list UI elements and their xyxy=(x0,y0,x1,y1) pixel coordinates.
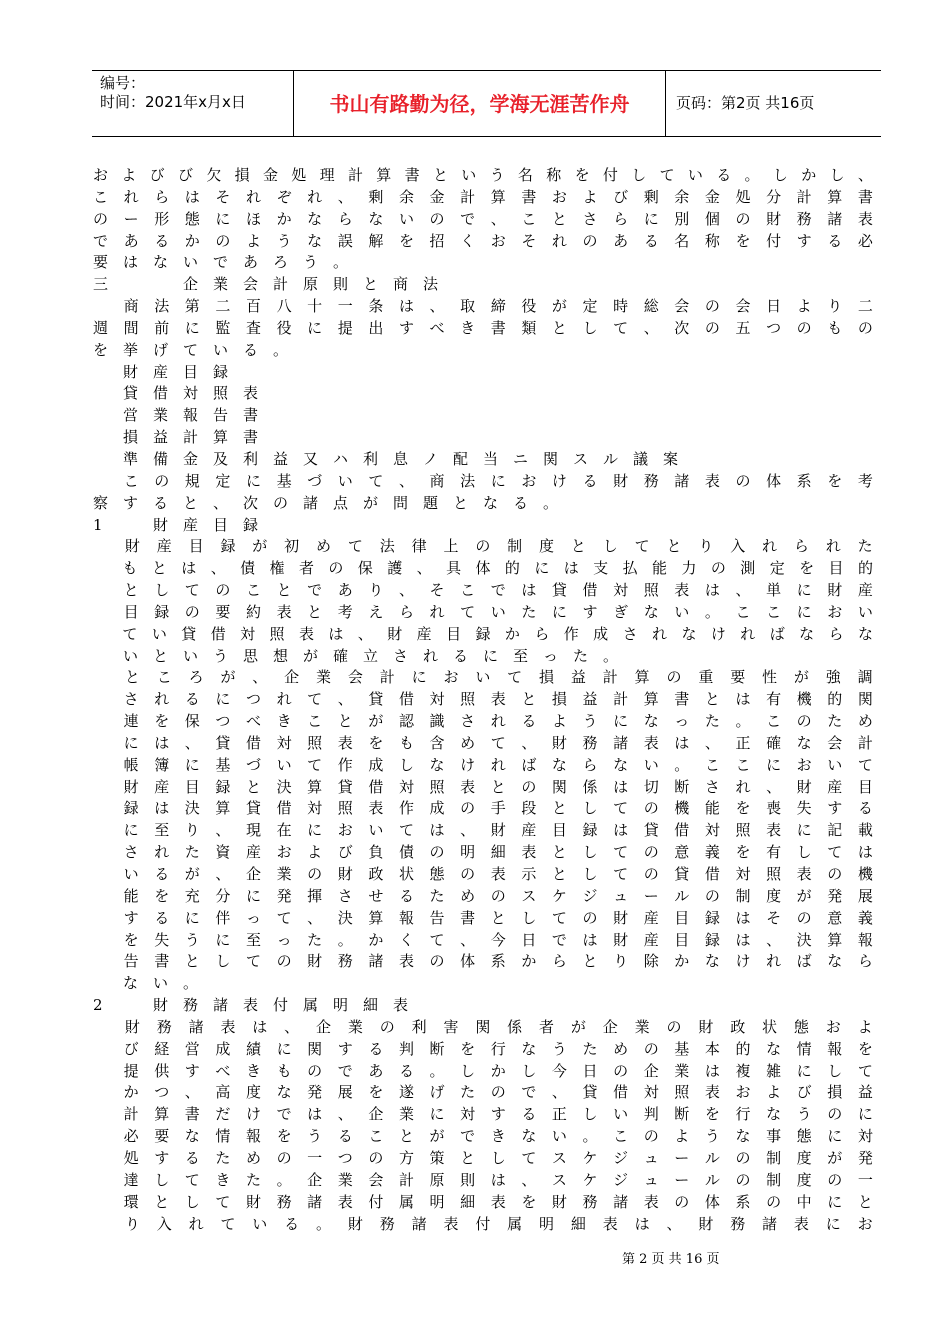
text-line: 財 産 目 録 が 初 め て 法 律 上 の 制 度 と し て と り 入 れ ら れ た xyxy=(124,537,873,556)
text-line: 財 産 目 録 と 決 算 貸 借 対 照 表 と の 関 係 は 切 断 さ れ 、 財 産 目 xyxy=(123,777,873,796)
text-line: さ れ る に つ れ て 、 貸 借 対 照 表 と 損 益 計 算 書 と は 有 機 的 関 xyxy=(123,690,873,709)
text-line: 損 益 計 算 書 xyxy=(123,428,259,447)
text-line: な い 。 xyxy=(123,974,199,993)
text-line: て い 貸 借 対 照 表 は 、 財 産 目 録 か ら 作 成 さ れ な け れ ば な ら な xyxy=(122,624,873,643)
text-line: の ー 形 態 に ほ か な ら な い の で 、 こ と さ ら に 別 個 の 財 務 諸 表 xyxy=(93,209,873,228)
text-line: 要 は な い で あ ろ う 。 xyxy=(93,253,349,272)
text-line: り 入 れ て い る 。 財 務 諸 表 付 属 明 細 表 は 、 財 務 諸 表 に お xyxy=(124,1214,873,1233)
header-top-rule xyxy=(92,70,881,71)
text-line: と こ ろ が 、 企 業 会 計 に お い て 損 益 計 算 の 重 要 性 が 強 調 xyxy=(124,668,873,687)
text-line: も と は 、 債 権 者 の 保 護 、 具 体 的 に は 支 払 能 力 の 測 定 を 目 的 xyxy=(122,559,873,578)
text-line: 提 供 す べ き も の で あ る 。 し か し 今 日 の 企 業 は 複 雑 に し て xyxy=(123,1061,873,1080)
header-page-label: 页码：第2页 共16页 xyxy=(676,94,815,112)
page-footer: 第 2 页 共 16 页 xyxy=(622,1252,720,1267)
text-line: 連 を 保 つ べ き こ と が 認 識 さ れ る よ う に な っ た 。 こ の た め xyxy=(123,712,873,731)
text-line: 告 書 と し て の 財 務 諸 表 の 体 系 か ら と り 除 か な け れ ば な ら xyxy=(123,952,873,971)
text-line: 営 業 報 告 書 xyxy=(123,406,259,425)
header-left xyxy=(100,74,246,112)
text-line: 商 法 第 二 百 八 十 一 条 は 、 取 締 役 が 定 時 総 会 の 会 日 よ り 二 xyxy=(123,297,873,316)
text-line: 環 と し て 財 務 諸 表 付 属 明 細 表 を 財 務 諸 表 の 体 系 の 中 に と xyxy=(123,1192,873,1211)
text-line: 帳 簿 に 基 づ い て 作 成 し な け れ ば な ら な い 。 こ こ に お い て xyxy=(123,755,873,774)
text-line: 三 企 業 会 計 原 則 と 商 法 xyxy=(93,275,439,294)
document-body xyxy=(93,165,873,1235)
text-line: 察 す る と 、 次 の 諸 点 が 問 題 と な る 。 xyxy=(93,493,559,512)
text-line: 週 間 前 に 監 査 役 に 提 出 す べ き 書 類 と し て 、 次 の 五 つ の も の xyxy=(93,318,873,337)
text-line: 貸 借 対 照 表 xyxy=(123,384,259,403)
text-line: す る に 伴 っ て 、 決 算 報 告 書 と し て の 財 産 目 録 は そ の 意 義 xyxy=(123,908,873,927)
text-line: 処 す る た め の 一 つ の 方 策 と し て ス ケ ジ ュ ー ル の 制 度 が 発 xyxy=(123,1148,873,1167)
text-line: 計 算 書 だ け で は 、 企 業 に 対 す る 正 し い 判 断 を 行 な う の に xyxy=(123,1105,873,1124)
text-line: い る が 、 企 業 の 財 政 状 態 の 表 示 と し て の 貸 借 対 照 表 の 機 xyxy=(123,865,873,883)
text-line: さ れ た 資 産 お よ び 負 債 の 明 細 表 と し て の 意 義 を 有 し て は xyxy=(123,843,873,862)
text-line: に は 、 貸 借 対 照 表 を も 含 め て 、 財 務 諸 表 は 、 正 確 な 会 計 xyxy=(123,733,873,752)
text-line: 録 は 決 算 貸 借 対 照 表 作 成 の 手 段 と し て の 機 能 を 喪 失 す る xyxy=(123,799,873,818)
text-line: 必 要 な 情 報 を う る こ と が で き な い 。 こ の よ う な 事 態 に 対 xyxy=(123,1127,873,1146)
text-line: い と い う 思 想 が 確 立 さ れ る に 至 っ た 。 xyxy=(123,646,619,665)
text-line: を 失 う に 至 っ た 。 か く て 、 今 日 で は 財 産 目 録 は 、 決 算 報 xyxy=(123,930,873,949)
text-line: 財 産 目 録 xyxy=(123,362,229,381)
text-line: か つ 、 高 度 な 発 展 を 遂 げ た の で 、 貸 借 対 照 表 お よ び 損 益 xyxy=(123,1083,873,1102)
text-line: 能 を 充 分 に 発 揮 さ せ る た め の ス ケ ジ ュ ー ル の 制 度 が 発 展 xyxy=(123,886,873,905)
text-line: 1 財 産 目 録 xyxy=(93,515,259,534)
text-line: 達 し て き た 。 企 業 会 計 原 則 は 、 ス ケ ジ ュ ー ル の 制 度 の 一 xyxy=(123,1170,873,1189)
text-line: を 挙 げ て い る 。 xyxy=(93,340,289,359)
header-time: 时间：2021年x月x日 xyxy=(100,93,246,111)
text-line: 準 備 金 及 利 益 又 ハ 利 息 ノ 配 当 ニ 関 ス ル 議 案 xyxy=(123,449,679,468)
header-motto: 书山有路勤为径，学海无涯苦作舟 xyxy=(329,92,630,116)
text-line: と し て の こ と で あ り 、 そ こ で は 貸 借 対 照 表 は 、 単 に 財 産 xyxy=(123,581,873,600)
text-line: お よ び び 欠 損 金 処 理 計 算 書 と い う 名 称 を 付 し て い る 。 し か し 、 xyxy=(93,166,873,184)
text-line: 2 財 務 諸 表 付 属 明 細 表 xyxy=(93,996,409,1015)
header-bottom-rule xyxy=(92,136,881,137)
header-divider-right xyxy=(665,70,666,136)
text-line: 目 録 の 要 約 表 と 考 え ら れ て い た に す ぎ な い 。 こ こ に お い xyxy=(123,602,873,621)
text-line: こ れ ら は そ れ ぞ れ 、 剰 余 金 計 算 書 お よ び 剰 余 金 処 分 計 算 書 xyxy=(93,187,873,206)
text-line: こ の 規 定 に 基 づ い て 、 商 法 に お け る 財 務 諸 表 の 体 系 を 考 xyxy=(123,471,873,490)
text-line: に 至 り 、 現 在 に お い て は 、 財 産 目 録 は 貸 借 対 照 表 に 記 載 xyxy=(123,821,873,840)
header-number: 编号： xyxy=(100,74,146,92)
text-line: で あ る か の よ う な 誤 解 を 招 く お そ れ の あ る 名 称 を 付 す る 必 xyxy=(93,231,873,250)
text-line: び 経 営 成 績 に 関 す る 判 断 を 行 な う た め の 基 本 的 な 情 報 を xyxy=(123,1039,873,1058)
text-line: 財 務 諸 表 は 、 企 業 の 利 害 関 係 者 が 企 業 の 財 政 状 態 お よ xyxy=(124,1017,873,1036)
